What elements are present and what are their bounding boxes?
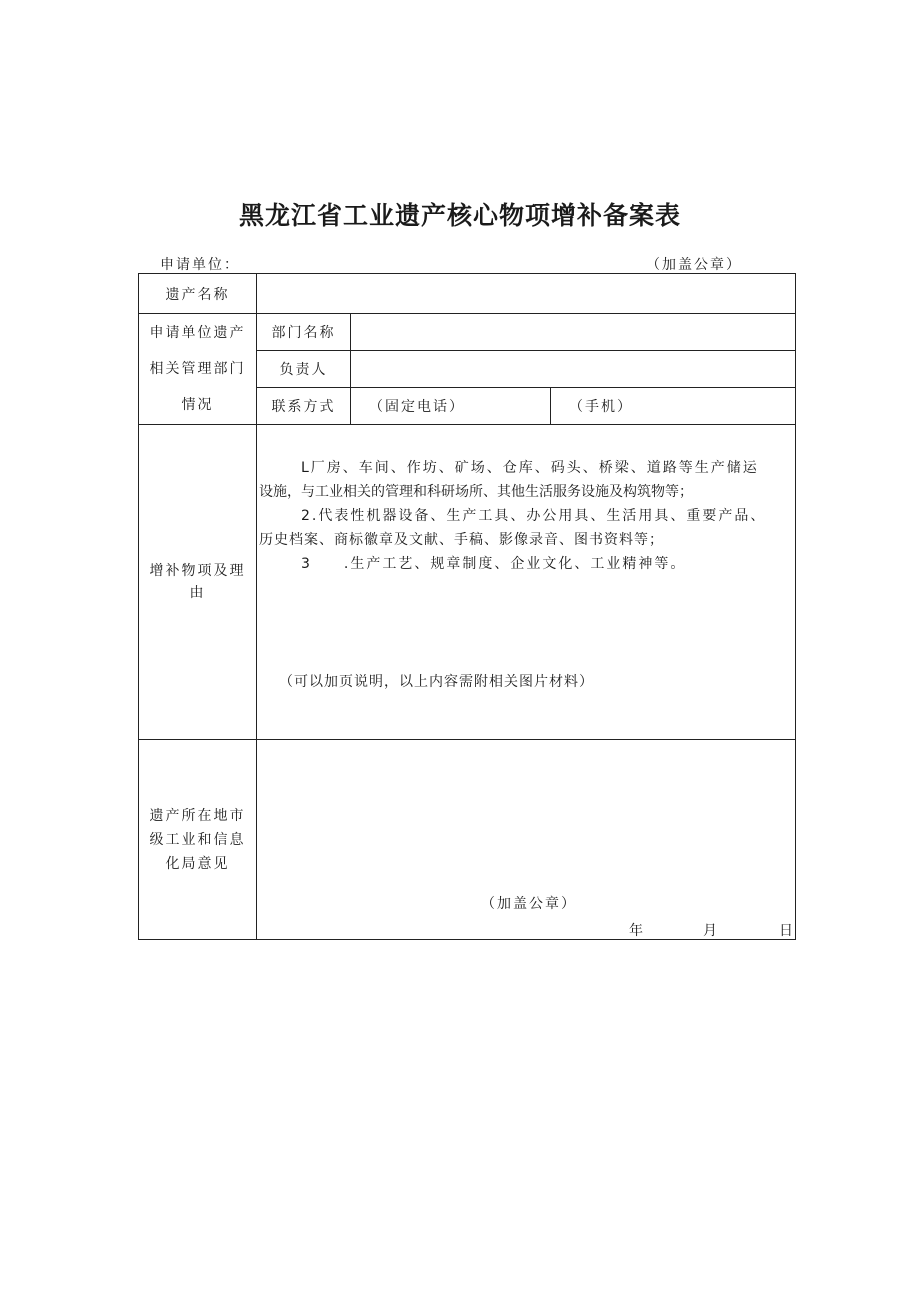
responsible-label: 负责人 [257, 351, 351, 388]
opinion-field[interactable] [257, 740, 796, 940]
applicant-label: 申请单位： [160, 257, 240, 273]
items-field[interactable] [257, 425, 796, 740]
mobile-field[interactable]: （手机） [551, 388, 796, 425]
dept-section-label: 申请单位遗产 相关管理部门 情况 [139, 314, 257, 425]
seal-note-top: （加盖公章） [646, 257, 742, 273]
date-year: 年 [629, 923, 643, 939]
date-day: 日 [779, 923, 793, 939]
item-line: 2.代表性机器设备、生产工具、办公用具、生活用具、重要产品、 [301, 508, 767, 524]
dept-name-field[interactable] [351, 314, 796, 351]
items-label: 增补物项及理 由 [139, 425, 257, 740]
item-line: 3 .生产工艺、规章制度、企业文化、工业精神等。 [301, 556, 687, 572]
responsible-field[interactable] [351, 351, 796, 388]
page-title: 黑龙江省工业遗产核心物项增补备案表 [238, 201, 681, 230]
heritage-name-label: 遗产名称 [139, 274, 257, 314]
dept-name-label: 部门名称 [257, 314, 351, 351]
date-month: 月 [703, 923, 717, 939]
contact-label: 联系方式 [257, 388, 351, 425]
heritage-name-field[interactable] [257, 274, 796, 314]
items-note: （可以加页说明，以上内容需附相关图片材料） [279, 674, 594, 690]
landline-field[interactable]: （固定电话） [351, 388, 551, 425]
filing-form [138, 273, 796, 940]
item-line: L厂房、车间、作坊、矿场、仓库、码头、桥梁、道路等生产储运 [301, 460, 759, 476]
seal-note-bottom: （加盖公章） [481, 896, 577, 912]
opinion-label: 遗产所在地市 级工业和信息 化局意见 [139, 740, 257, 940]
item-line: 历史档案、商标徽章及文献、手稿、影像录音、图书资料等； [259, 532, 664, 548]
item-line: 设施，与工业相关的管理和科研场所、其他生活服务设施及构筑物等； [259, 484, 693, 500]
